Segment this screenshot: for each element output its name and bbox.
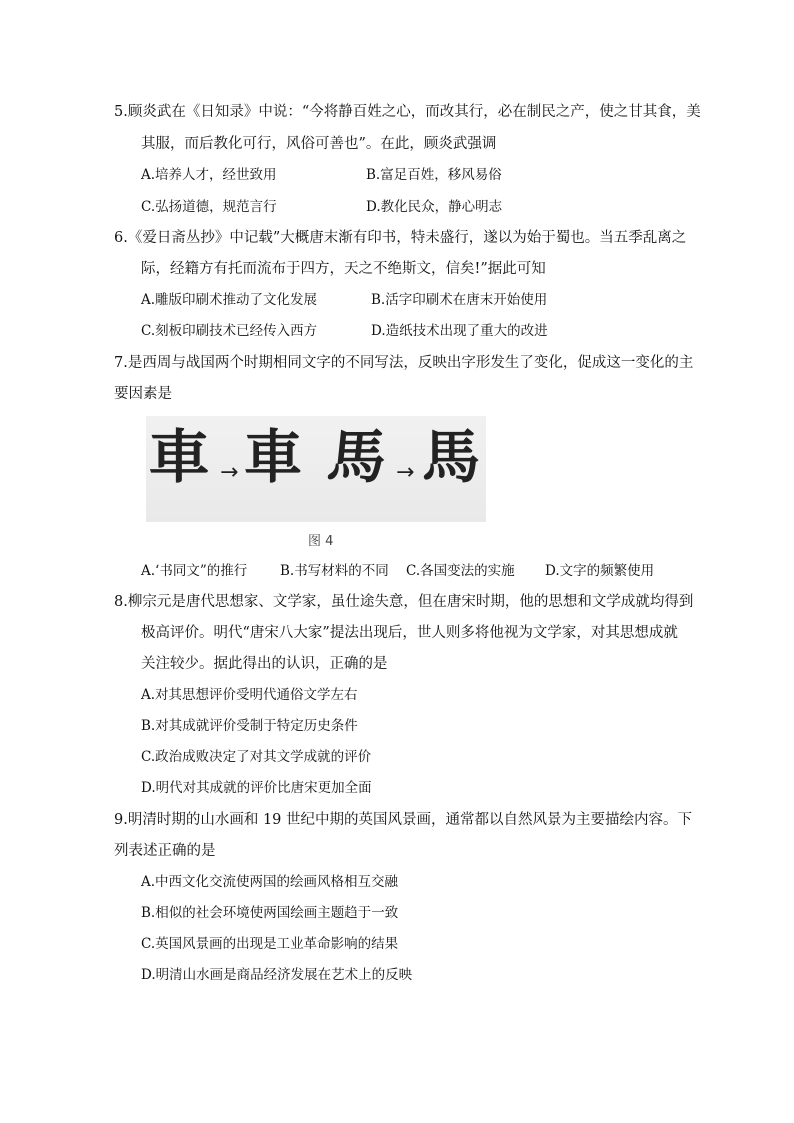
arrow-right-icon: →: [396, 460, 415, 485]
question-6-option-d: D.造纸技术出现了重大的改进: [371, 323, 548, 339]
question-8-option-d: D.明代对其成就的评价比唐宋更加全面: [141, 780, 372, 796]
question-9-option-a: A.中西文化交流使两国的绘画风格相互交融: [141, 874, 399, 890]
question-5-option-d: D.教化民众，静心明志: [366, 199, 503, 215]
western-zhou-ma-glyph: 馬: [324, 423, 388, 491]
question-8-stem-line-3: 关注较少。据此得出的认识，正确的是: [141, 656, 388, 672]
question-8-stem-line-2: 极高评价。明代“唐宋八大家”提法出现后，世人则多将他视为文学家，对其思想成就: [141, 625, 678, 641]
question-6-option-c: C.刻板印刷技术已经传入西方: [141, 323, 318, 339]
warring-states-ma-glyph: 馬: [422, 423, 479, 491]
question-6-option-a: A.雕版印刷术推动了文化发展: [141, 292, 318, 308]
question-5-stem-line-2: 其服，而后教化可行，风俗可善也”。在此，顾炎武强调: [141, 136, 497, 152]
question-7-stem-line-1: 7.是西周与战国两个时期相同文字的不同写法，反映出字形发生了变化，促成这一变化的主: [114, 355, 694, 371]
western-zhou-che-glyph: 車: [148, 423, 208, 491]
question-5-stem-line-1: 5.顾炎武在《日知录》中说：“今将静百姓之心，而改其行，必在制民之产，使之甘其食，美: [114, 104, 701, 120]
question-7-stem-line-2: 要因素是: [114, 386, 172, 402]
question-6-stem-line-2: 际，经籍方有托而流布于四方，天之不绝斯文，信矣!”据此可知: [141, 261, 546, 277]
question-9-stem-line-2: 列表述正确的是: [114, 843, 216, 859]
question-8-option-a: A.对其思想评价受明代通俗文学左右: [141, 687, 358, 703]
question-9-option-b: B.相似的社会环境使两国绘画主题趋于一致: [141, 905, 399, 921]
question-9-option-c: C.英国风景画的出现是工业革命影响的结果: [141, 936, 399, 952]
question-6-stem-line-1: 6.《爱日斋丛抄》中记载”大概唐末渐有印书，特未盛行，遂以为始于蜀也。当五季乱离之: [114, 230, 687, 246]
warring-states-che-glyph: 車: [244, 423, 301, 491]
question-8-option-b: B.对其成就评价受制于特定历史条件: [141, 718, 358, 734]
question-6-option-b: B.活字印刷术在唐末开始使用: [371, 292, 548, 308]
figure-caption: 图 4: [308, 534, 334, 549]
question-7-option-b: B.书写材料的不同: [280, 563, 389, 579]
script-evolution-figure: [146, 416, 486, 552]
question-8-option-c: C.政治成败决定了对其文学成就的评价: [141, 749, 372, 765]
question-9-option-d: D.明清山水画是商品经济发展在艺术上的反映: [141, 967, 413, 983]
question-7-option-a: A.‘书同文”的推行: [141, 563, 248, 579]
question-7-option-c: C.各国变法的实施: [406, 563, 515, 579]
arrow-right-icon: →: [220, 460, 239, 485]
question-7-option-d: D.文字的频繁使用: [545, 563, 655, 579]
question-5-option-c: C.弘扬道德，规范言行: [141, 199, 277, 215]
question-5-option-b: B.富足百姓，移风易俗: [366, 167, 502, 183]
question-5-option-a: A.培养人才，经世致用: [141, 167, 277, 183]
question-8-stem-line-1: 8.柳宗元是唐代思想家、文学家，虽仕途失意，但在唐宋时期，他的思想和文学成就均得到: [114, 594, 694, 610]
question-9-stem-line-1: 9.明清时期的山水画和 19 世纪中期的英国风景画，通常都以自然风景为主要描绘内容。下: [114, 812, 692, 828]
